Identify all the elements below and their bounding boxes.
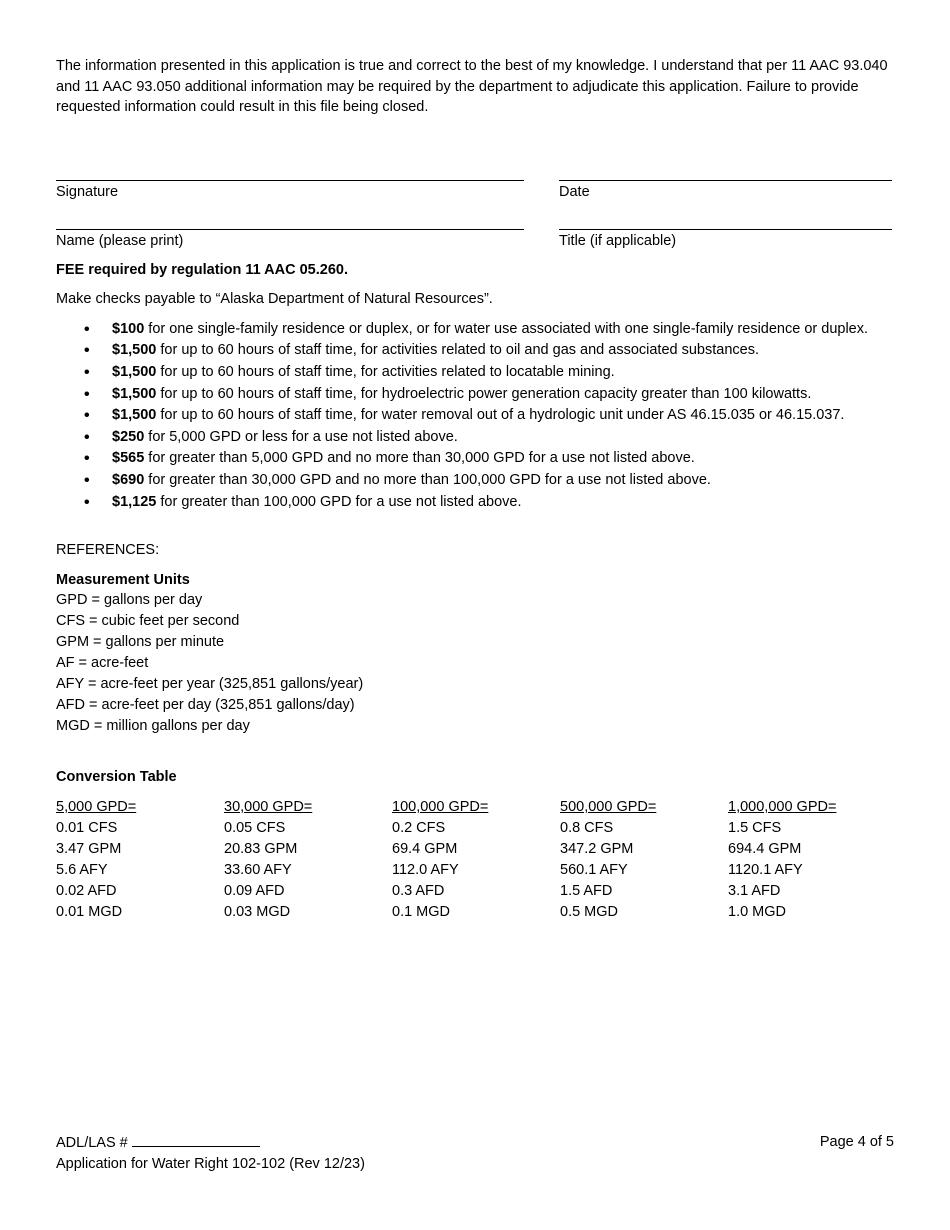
conversion-column-header: 1,000,000 GPD= bbox=[728, 798, 837, 815]
fee-item bbox=[112, 319, 896, 340]
name-block bbox=[56, 213, 524, 252]
title-label: Title (if applicable) bbox=[559, 232, 677, 249]
conversion-cell: 3.1 AFD bbox=[728, 882, 781, 899]
certification-statement: The information presented in this application is true and correct to the best of my knowledge. I understand that per 11 AAC 93.040 and 11 AAC 93.050 additional information may be required by the department to adjudicate this application. Failure to provide requested information could result in this file being closed. bbox=[56, 58, 888, 116]
conversion-cell: 112.0 AFY bbox=[392, 861, 459, 878]
conversion-column-header: 30,000 GPD= bbox=[224, 798, 313, 815]
fee-description: for one single-family residence or duplex, or for water use associated with one single-family residence or duplex. bbox=[144, 320, 869, 337]
fee-description: for 5,000 GPD or less for a use not listed above. bbox=[144, 428, 458, 445]
fee-item bbox=[112, 448, 896, 469]
conversion-column-header: 500,000 GPD= bbox=[560, 798, 657, 815]
fee-description: for greater than 30,000 GPD and no more than 100,000 GPD for a use not listed above. bbox=[144, 471, 711, 488]
fee-description: for up to 60 hours of staff time, for water removal out of a hydrologic unit under AS 46.15.035 or 46.15.037. bbox=[156, 407, 845, 424]
conversion-cell: 0.3 AFD bbox=[392, 882, 445, 899]
fee-description: for up to 60 hours of staff time, for hydroelectric power generation capacity greater than 100 kilowatts. bbox=[156, 385, 812, 402]
adl-las-field bbox=[56, 1132, 260, 1154]
title-line[interactable] bbox=[559, 213, 892, 230]
conversion-cell: 0.09 AFD bbox=[224, 882, 285, 899]
conversion-cell: 3.47 GPM bbox=[56, 840, 122, 857]
date-block bbox=[559, 164, 892, 203]
name-label: Name (please print) bbox=[56, 232, 184, 249]
date-label: Date bbox=[559, 183, 590, 200]
fee-item bbox=[112, 492, 896, 513]
conversion-column-header: 5,000 GPD= bbox=[56, 798, 137, 815]
signature-line[interactable] bbox=[56, 164, 524, 181]
conversion-table-heading: Conversion Table bbox=[56, 769, 177, 786]
adl-las-label: ADL/LAS # bbox=[56, 1135, 128, 1151]
unit-definition: MGD = million gallons per day bbox=[56, 718, 250, 735]
form-name: Application for Water Right 102-102 (Rev 12/23) bbox=[56, 1156, 365, 1172]
conversion-cell: 694.4 GPM bbox=[728, 840, 802, 857]
signature-block bbox=[56, 164, 524, 203]
conversion-cell: 0.8 CFS bbox=[560, 819, 614, 836]
conversion-cell: 1.5 AFD bbox=[560, 882, 613, 899]
conversion-cell: 560.1 AFY bbox=[560, 861, 628, 878]
fee-amount: $1,500 bbox=[112, 342, 157, 359]
conversion-column bbox=[728, 797, 896, 923]
conversion-cell: 0.2 CFS bbox=[392, 819, 446, 836]
adl-las-blank[interactable] bbox=[132, 1132, 260, 1147]
fee-list bbox=[56, 319, 896, 512]
conversion-cell: 1120.1 AFY bbox=[728, 861, 803, 878]
conversion-cell: 1.0 MGD bbox=[728, 903, 787, 920]
fee-item bbox=[112, 384, 896, 405]
checks-payable-note: Make checks payable to “Alaska Department of Natural Resources”. bbox=[56, 291, 493, 308]
fee-heading: FEE required by regulation 11 AAC 05.260. bbox=[56, 261, 348, 278]
fee-description: for greater than 5,000 GPD and no more than 30,000 GPD for a use not listed above. bbox=[144, 450, 695, 467]
conversion-column bbox=[560, 797, 728, 923]
fee-item bbox=[112, 427, 896, 448]
conversion-cell: 0.05 CFS bbox=[224, 819, 286, 836]
unit-definition: CFS = cubic feet per second bbox=[56, 613, 240, 630]
unit-definition: GPM = gallons per minute bbox=[56, 634, 225, 651]
unit-definition: AFY = acre-feet per year (325,851 gallons/year) bbox=[56, 676, 364, 693]
conversion-cell: 0.01 MGD bbox=[56, 903, 123, 920]
fee-amount: $250 bbox=[112, 428, 145, 445]
fee-amount: $565 bbox=[112, 450, 145, 467]
references-label: REFERENCES: bbox=[56, 542, 160, 559]
fee-amount: $1,125 bbox=[112, 493, 157, 510]
conversion-column bbox=[56, 797, 224, 923]
page-number: Page 4 of 5 bbox=[819, 1134, 894, 1150]
unit-definition: AF = acre-feet bbox=[56, 655, 149, 672]
conversion-cell: 5.6 AFY bbox=[56, 861, 108, 878]
fee-description: for greater than 100,000 GPD for a use not listed above. bbox=[156, 493, 522, 510]
unit-definition: GPD = gallons per day bbox=[56, 592, 203, 609]
name-row bbox=[56, 213, 896, 252]
conversion-table bbox=[56, 797, 896, 923]
footer-row bbox=[56, 1132, 894, 1154]
date-line[interactable] bbox=[559, 164, 892, 181]
fee-amount: $690 bbox=[112, 471, 145, 488]
signature-row bbox=[56, 164, 896, 203]
conversion-cell: 347.2 GPM bbox=[560, 840, 634, 857]
measurement-units-list bbox=[56, 590, 896, 737]
conversion-cell: 20.83 GPM bbox=[224, 840, 298, 857]
name-line[interactable] bbox=[56, 213, 524, 230]
fee-amount: $1,500 bbox=[112, 385, 157, 402]
application-page bbox=[56, 56, 896, 923]
conversion-cell: 69.4 GPM bbox=[392, 840, 458, 857]
fee-description: for up to 60 hours of staff time, for activities related to locatable mining. bbox=[156, 364, 615, 381]
title-block bbox=[559, 213, 892, 252]
measurement-units-heading: Measurement Units bbox=[56, 571, 190, 588]
conversion-cell: 0.02 AFD bbox=[56, 882, 117, 899]
conversion-column bbox=[392, 797, 560, 923]
fee-item bbox=[112, 340, 896, 361]
fee-item bbox=[112, 362, 896, 383]
fee-item bbox=[112, 470, 896, 491]
fee-description: for up to 60 hours of staff time, for activities related to oil and gas and associated substances. bbox=[156, 342, 759, 359]
unit-definition: AFD = acre-feet per day (325,851 gallons/day) bbox=[56, 697, 355, 714]
conversion-cell: 0.01 CFS bbox=[56, 819, 118, 836]
conversion-cell: 0.1 MGD bbox=[392, 903, 451, 920]
conversion-column-header: 100,000 GPD= bbox=[392, 798, 489, 815]
conversion-cell: 33.60 AFY bbox=[224, 861, 292, 878]
fee-amount: $1,500 bbox=[112, 407, 157, 424]
page-footer bbox=[56, 1132, 894, 1175]
fee-amount: $100 bbox=[112, 320, 145, 337]
footer-row bbox=[56, 1154, 894, 1175]
conversion-cell: 1.5 CFS bbox=[728, 819, 782, 836]
conversion-cell: 0.03 MGD bbox=[224, 903, 291, 920]
signature-label: Signature bbox=[56, 183, 119, 200]
fee-amount: $1,500 bbox=[112, 364, 157, 381]
conversion-column bbox=[224, 797, 392, 923]
conversion-cell: 0.5 MGD bbox=[560, 903, 619, 920]
fee-item bbox=[112, 405, 896, 426]
